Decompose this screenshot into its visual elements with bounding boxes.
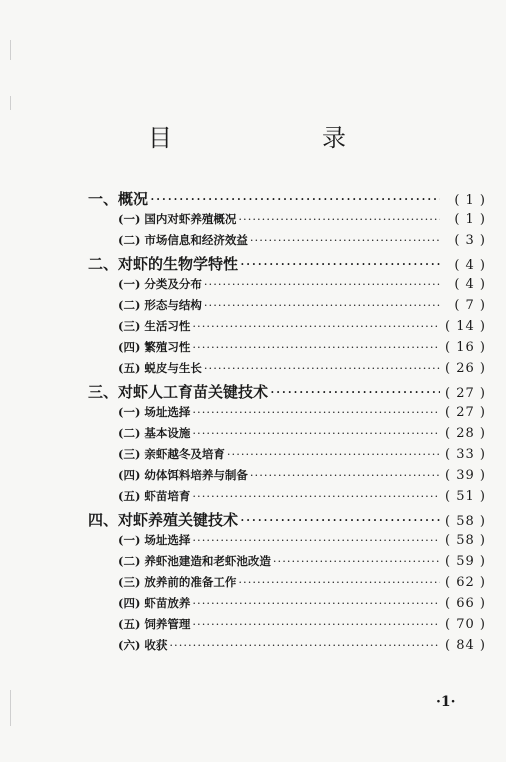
toc-leader-dots (192, 319, 440, 333)
toc-leader-dots (192, 426, 440, 440)
toc-page-number: ( 84 ) (445, 638, 486, 653)
toc-page-number: ( 59 ) (445, 554, 486, 569)
toc-entry-label: (一) 分类及分布 (118, 277, 202, 291)
toc-entry-label: (五) 饲养管理 (118, 617, 191, 631)
toc-entry-label: (二) 市场信息和经济效益 (118, 233, 248, 247)
page-edge-mark (10, 96, 11, 110)
toc-section-row (88, 276, 486, 297)
toc-section-row (88, 446, 486, 467)
toc-page-number: ( 27 ) (445, 405, 486, 420)
toc-page-number: ( 33 ) (445, 447, 486, 462)
toc-page-number: ( 39 ) (445, 468, 486, 483)
toc-section-row (88, 595, 486, 616)
toc-section-row (88, 532, 486, 553)
toc-section-row (88, 404, 486, 425)
toc-leader-dots (192, 617, 440, 631)
toc-section-row (88, 488, 486, 509)
toc-section-row (88, 616, 486, 637)
toc-leader-dots (192, 340, 440, 354)
toc-page-number: ( 66 ) (445, 596, 486, 611)
toc-entry-label: (二) 养虾池建造和老虾池改造 (118, 554, 271, 568)
toc-entry-label: 四、对虾养殖关键技术 (88, 511, 239, 529)
toc-leader-dots (204, 298, 440, 312)
toc-page-number: ( 7 ) (454, 298, 486, 313)
toc-entry-label: (六) 收获 (118, 638, 168, 652)
toc-entry-label: 三、对虾人工育苗关键技术 (88, 383, 269, 401)
toc-page-number: ( 3 ) (454, 233, 486, 248)
toc-page-number: ( 26 ) (445, 361, 486, 376)
toc-section-row (88, 425, 486, 446)
toc-chapter-row (88, 381, 486, 404)
toc-entry-label: (二) 基本设施 (118, 426, 191, 440)
toc-section-row (88, 360, 486, 381)
toc-leader-dots (227, 447, 440, 461)
toc-page-number: ( 27 ) (445, 386, 486, 401)
toc-page-number: ( 14 ) (445, 319, 486, 334)
toc-leader-dots (250, 468, 440, 482)
toc-section-row (88, 467, 486, 488)
toc-section-row (88, 339, 486, 360)
toc-leader-dots (169, 638, 440, 652)
toc-entry-label: (一) 场址选择 (118, 405, 191, 419)
toc-leader-dots (204, 277, 440, 291)
toc-section-row (88, 553, 486, 574)
toc-page-number: ( 4 ) (454, 258, 486, 273)
toc-section-row (88, 232, 486, 253)
toc-section-row (88, 297, 486, 318)
toc-section-row (88, 318, 486, 339)
page-edge-mark (10, 690, 11, 726)
toc-chapter-row (88, 253, 486, 276)
page-title: 目 录 (148, 124, 380, 152)
toc-leader-dots (270, 383, 440, 401)
toc-section-row (88, 211, 486, 232)
toc-leader-dots (240, 511, 440, 529)
toc-page-number: ( 1 ) (454, 212, 486, 227)
toc-page-number: ( 62 ) (445, 575, 486, 590)
toc-leader-dots (273, 554, 440, 568)
toc-entry-label: (三) 放养前的准备工作 (118, 575, 237, 589)
toc-page-number: ( 51 ) (445, 489, 486, 504)
toc-entry-label: (四) 虾苗放养 (118, 596, 191, 610)
table-of-contents (88, 188, 486, 658)
toc-entry-label: (五) 虾苗培育 (118, 489, 191, 503)
page-number: ·1· (436, 694, 456, 710)
toc-leader-dots (192, 405, 440, 419)
toc-section-row (88, 574, 486, 595)
toc-page-number: ( 28 ) (445, 426, 486, 441)
toc-page-number: ( 1 ) (454, 193, 486, 208)
toc-chapter-row (88, 188, 486, 211)
toc-page-number: ( 70 ) (445, 617, 486, 632)
toc-entry-label: (三) 亲虾越冬及培育 (118, 447, 225, 461)
toc-entry-label: (四) 繁殖习性 (118, 340, 191, 354)
toc-leader-dots (192, 596, 440, 610)
toc-page-number: ( 58 ) (445, 514, 486, 529)
toc-chapter-row (88, 509, 486, 532)
toc-leader-dots (192, 489, 440, 503)
page-edge-mark (10, 40, 11, 60)
toc-leader-dots (240, 255, 440, 273)
toc-entry-label: 一、概况 (88, 190, 149, 208)
toc-leader-dots (204, 361, 440, 375)
toc-leader-dots (250, 233, 440, 247)
toc-leader-dots (150, 190, 440, 208)
toc-leader-dots (238, 212, 440, 226)
toc-entry-label: 二、对虾的生物学特性 (88, 255, 239, 273)
toc-entry-label: (五) 蜕皮与生长 (118, 361, 202, 375)
toc-leader-dots (238, 575, 440, 589)
toc-leader-dots (192, 533, 440, 547)
toc-section-row (88, 637, 486, 658)
toc-page-number: ( 58 ) (445, 533, 486, 548)
toc-entry-label: (三) 生活习性 (118, 319, 191, 333)
toc-entry-label: (一) 国内对虾养殖概况 (118, 212, 237, 226)
toc-page-number: ( 4 ) (454, 277, 486, 292)
toc-entry-label: (一) 场址选择 (118, 533, 191, 547)
toc-entry-label: (二) 形态与结构 (118, 298, 202, 312)
toc-page-number: ( 16 ) (445, 340, 486, 355)
toc-entry-label: (四) 幼体饵料培养与制备 (118, 468, 248, 482)
